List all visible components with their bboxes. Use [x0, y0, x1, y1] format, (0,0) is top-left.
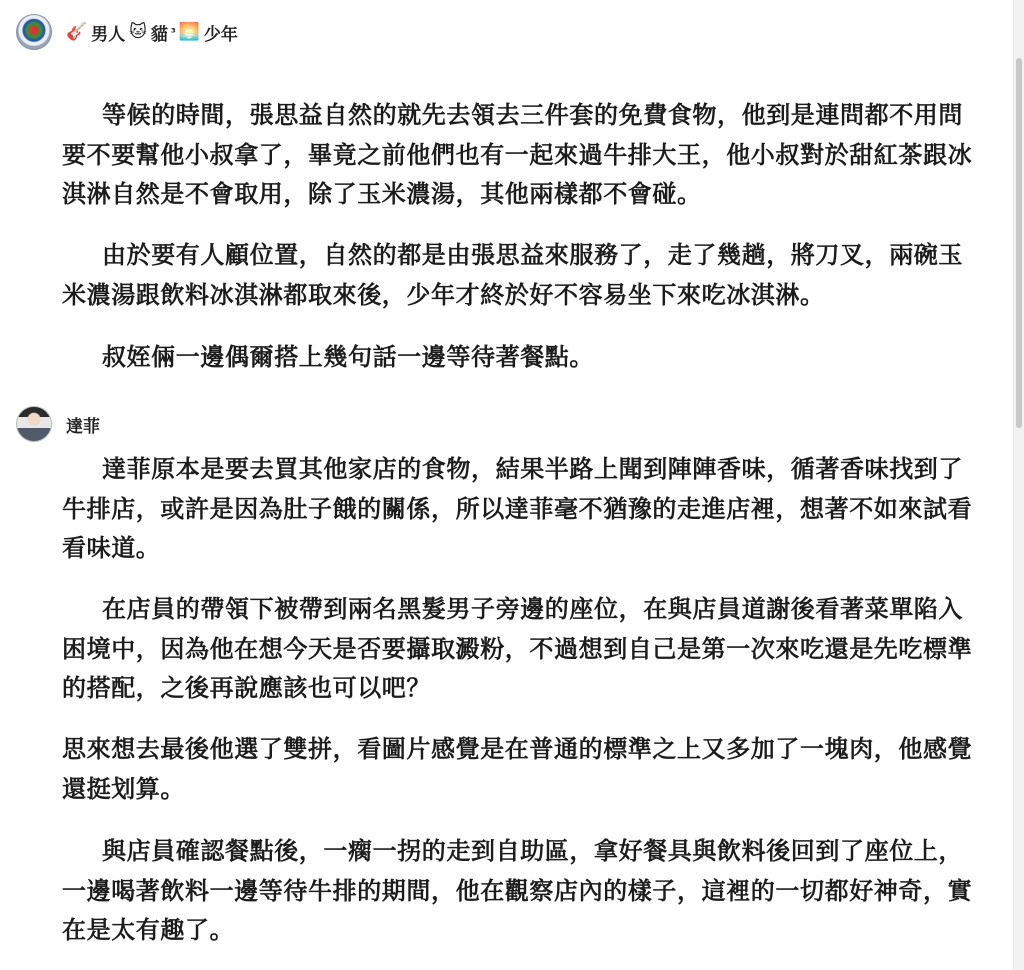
username-text: 達菲: [66, 416, 100, 437]
post-paragraph: 由於要有人顧位置，自然的都是由張思益來服務了，走了幾趟，將刀叉，兩碗玉米濃湯跟飲料冰淇淋都取來後，少年才終於好不容易坐下來吃冰淇淋。: [62, 241, 963, 309]
post-paragraph: 等候的時間，張思益自然的就先去領去三件套的免費食物，他到是連問都不用問要不要幫他小叔拿了，畢竟之前他們也有一起來過牛排大王，他小叔對於甜紅茶跟冰淇淋自然是不會取用，除了玉米濃湯，其他兩樣都不會碰。: [62, 101, 973, 208]
username-part: 少年: [203, 24, 238, 45]
post-header: [0, 14, 1010, 50]
avatar[interactable]: [16, 14, 52, 50]
username-part: 男人: [91, 24, 126, 45]
username[interactable]: [64, 20, 240, 45]
username[interactable]: [64, 412, 102, 437]
post-paragraph: 達菲原本是要去買其他家店的食物，結果半路上聞到陣陣香味，循著香味找到了牛排店，或許是因為肚子餓的關係，所以達菲毫不猶豫的走進店裡，想著不如來試看看味道。: [62, 455, 973, 562]
post-paragraph: 與店員確認餐點後，一瘸一拐的走到自助區，拿好餐具與飲料後回到了座位上，一邊喝著飲料一邊等待牛排的期間，他在觀察店內的樣子，這裡的一切都好神奇，實在是太有趣了。: [62, 837, 973, 944]
username-superscript: ³: [170, 25, 176, 39]
post-paragraph: 叔姪倆一邊偶爾搭上幾句話一邊等待著餐點。: [102, 343, 594, 371]
guitar-icon: 🎸: [66, 22, 88, 42]
scrollbar-thumb[interactable]: [1016, 58, 1022, 428]
sunrise-icon: 🌅: [178, 22, 200, 42]
post-header: [0, 406, 1010, 442]
post-paragraph: 思來想去最後他選了雙拼，看圖片感覺是在普通的標準之上又多加了一塊肉，他感覺還挺划算。: [62, 735, 973, 803]
post-2: [0, 406, 1010, 442]
avatar[interactable]: [16, 406, 52, 442]
username-part: 貓: [150, 24, 168, 45]
post-1: [0, 14, 1010, 50]
vertical-scrollbar[interactable]: [1013, 0, 1024, 970]
cat-face-icon: 🐱: [129, 22, 147, 42]
post-paragraph: 在店員的帶領下被帶到兩名黑髮男子旁邊的座位，在與店員道謝後看著菜單陷入困境中，因為他在想今天是否要攝取澱粉，不過想到自己是第一次來吃還是先吃標準的搭配，之後再說應該也可以吧？: [62, 595, 973, 702]
